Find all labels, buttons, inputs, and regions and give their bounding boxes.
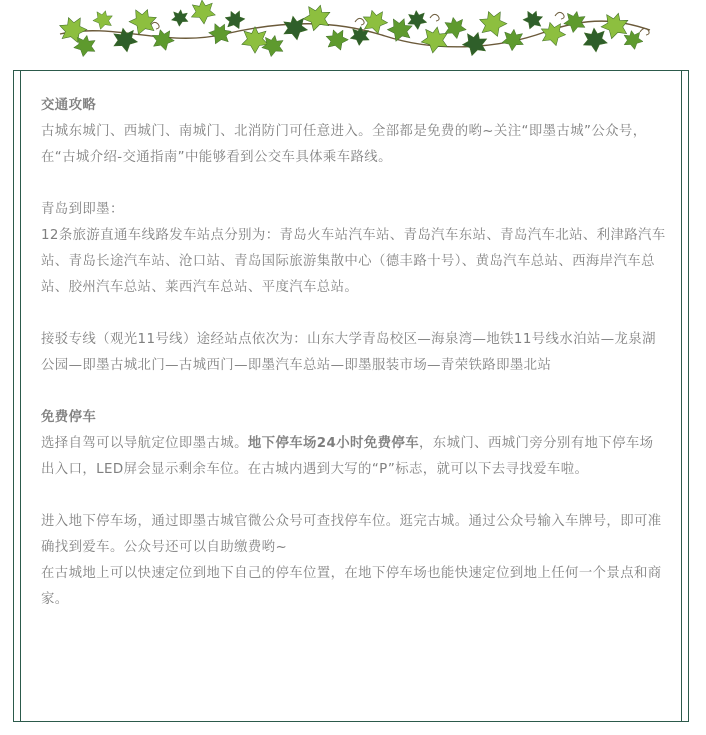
ivy-vine-icon (55, 0, 655, 66)
gate-entry-paragraph: 古城东城门、西城门、南城门、北消防门可任意进入。全部都是免费的哟~关注“即墨古城”公众号，在“古城介绍-交通指南”中能够看到公交车具体乘车路线。 (41, 124, 647, 165)
free-parking-heading: 免费停车 (41, 410, 97, 425)
self-drive-paragraph (41, 431, 667, 483)
locate-paragraph: 在古城地上可以快速定位到地下自己的停车位置，在地下停车场也能快速定位到地上任何一个景点和商家。 (41, 566, 662, 607)
bus-lines-paragraph: 12条旅游直通车线路发车站点分别为：青岛火车站汽车站、青岛汽车东站、青岛汽车北站、利津路汽车站、青岛长途汽车站、沧口站、青岛国际旅游集散中心（德丰路十号）、黄岛汽车总站、西海岸汽车总站、胶州汽车总站、莱西汽车总站、平度汽车总站。 (41, 228, 666, 295)
article-content (41, 93, 667, 613)
self-drive-intro: 选择自驾可以导航定位即墨古城。 (41, 436, 248, 451)
parking-entrance-text: ，东城门、西城门旁分别有地下停车场出入口，LED屏会显示剩余车位。在古城内遇到大写的“P”标志，就可以下去寻找爱车啦。 (41, 436, 654, 477)
free-parking-highlight: 地下停车场24小时免费停车 (247, 436, 419, 451)
find-parking-paragraph: 进入地下停车场，通过即墨古城官微公众号可查找停车位。逛完古城。通过公众号输入车牌号，即可准确找到爱车。公众号还可以自助缴费哟~ (41, 514, 662, 555)
qingdao-to-jimo-label: 青岛到即墨： (41, 202, 124, 217)
content-frame (13, 70, 689, 722)
traffic-guide-heading: 交通攻略 (41, 98, 97, 113)
shuttle-line-paragraph: 接驳专线（观光11号线）途经站点依次为：山东大学青岛校区—海泉湾—地铁11号线水泊站—龙泉湖公园—即墨古城北门—古城西门—即墨汽车总站—即墨服装市场—青荣铁路即墨北站 (41, 332, 656, 373)
